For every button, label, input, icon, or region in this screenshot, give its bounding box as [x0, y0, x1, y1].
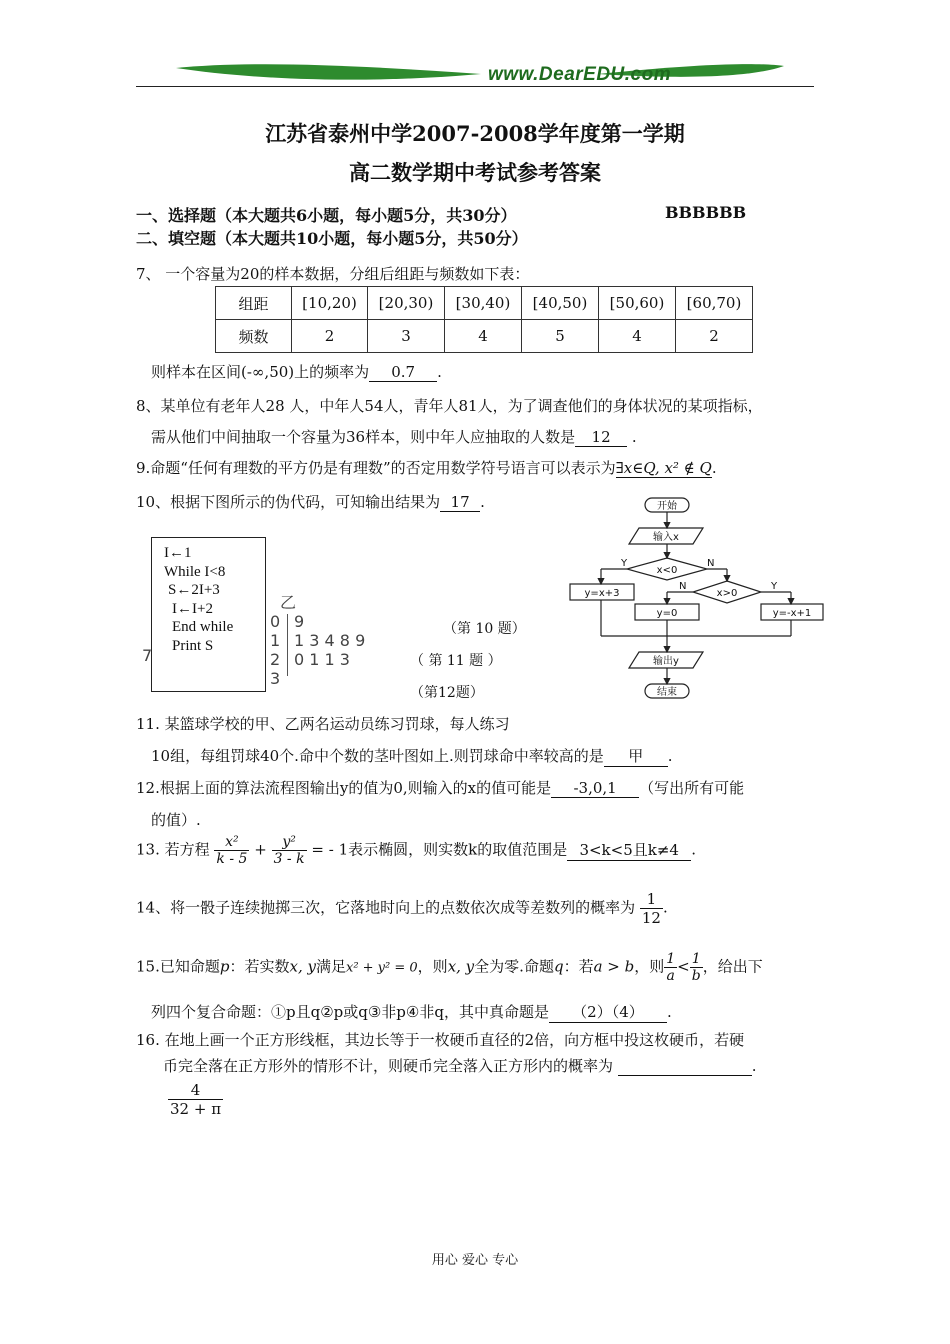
flow-cond2-label: x>0	[716, 588, 738, 599]
q15-text: ：若实数	[229, 957, 290, 976]
q15-xy: x, y	[447, 957, 475, 976]
flow-yes-label: Y	[621, 558, 628, 569]
q8-answer: 12	[575, 428, 627, 447]
q15-text: 列四个复合命题：①p且q②p或q③非p④非q，其中真命题是	[151, 1003, 549, 1021]
table-cell: 2	[676, 320, 753, 353]
frac-num: 1	[690, 951, 703, 968]
table-cell: 5	[522, 320, 599, 353]
frac-den: b	[691, 968, 701, 984]
flow-cond1-label: x<0	[656, 565, 678, 576]
q15-text: ，给出下	[702, 957, 763, 976]
flow-output-label: 输出y	[653, 656, 679, 667]
page-footer: 用心 爱心 专心	[431, 1253, 519, 1268]
frac-den: 12	[641, 909, 661, 927]
q16-line2: 币完全落在正方形外的情形不计，则硬币完全落入正方形内的概率为 .	[163, 1057, 757, 1075]
q9-answer: ∃x∈Q, x² ∉ Q	[615, 459, 712, 477]
q12-line1	[136, 777, 744, 798]
table-cell: 组距	[216, 287, 292, 320]
table-cell: [50,60)	[599, 287, 676, 320]
q16-text: 币完全落在正方形外的情形不计，则硬币完全落入正方形内的概率为	[163, 1057, 614, 1075]
q15-cond: x² + y² = 0	[345, 960, 418, 976]
flow-input-label: 输入x	[653, 532, 679, 543]
q11-line1: 11. 某篮球学校的甲、乙两名运动员练习罚球，每人练习	[136, 715, 510, 733]
q15-p: p	[219, 957, 230, 976]
flow-no-label: N	[707, 558, 715, 569]
q7-answer-mid: 上的频率为	[294, 363, 370, 381]
q15-text: ，则	[417, 957, 448, 976]
stemleaf-divider	[287, 614, 288, 676]
caption-q12: （第12题）	[410, 685, 484, 701]
q15-lt: <	[677, 957, 690, 976]
table-cell: 3	[368, 320, 445, 353]
q8-text: 需从他们中间抽取一个容量为36样本，则中年人应抽取的人数是	[151, 428, 576, 446]
q13-answer: 3<k<5且k≠4	[567, 839, 691, 861]
caption-q10: （第 10 题）	[443, 621, 526, 637]
frac-den: k - 5	[216, 851, 248, 867]
table-cell: 频数	[216, 320, 292, 353]
leaf-values: 9	[294, 612, 305, 631]
q12-tail: （写出所有可能	[639, 779, 745, 797]
q9-line: 9.命题“任何有理数的平方仍是有理数”的否定用数学符号语言可以表示为∃x∈Q, x² ∉ Q.	[136, 459, 717, 477]
q14-answer	[640, 890, 663, 927]
q15-line2: 列四个复合命题：①p且q②p或q③非p④非q，其中真命题是 （2）（4） .	[151, 1003, 672, 1021]
q7-answer-pre: 则样本在区间	[151, 363, 242, 381]
frequency-table	[215, 286, 753, 353]
q12-text: 12.根据上面的算法流程图输出y的值为0,则输入的x的值可能是	[136, 779, 552, 797]
q16-line1: 16. 在地上画一个正方形线框，其边长等于一枚硬币直径的2倍，向方框中投这枚硬币，若硬	[136, 1031, 745, 1049]
section2-label: 二、填空题（本大题共10小题，每小题5分，共50分）	[136, 229, 528, 248]
leaf-values: 1 3 4 8 9	[294, 631, 366, 650]
q16-answer	[168, 1081, 223, 1118]
code-line: End while	[172, 619, 234, 635]
q8-line2: 需从他们中间抽取一个容量为36样本，则中年人应抽取的人数是 12 .	[151, 428, 637, 446]
q7-interval: (-∞,50)	[241, 363, 295, 381]
flow-branch2-label: y=0	[656, 608, 678, 619]
table-row	[216, 320, 753, 353]
table-row	[216, 287, 753, 320]
table-cell: [20,30)	[368, 287, 445, 320]
q13-frac2	[272, 834, 307, 867]
q15-text: 满足	[315, 957, 346, 976]
logo-text: www.DearEDU.com	[488, 64, 672, 85]
frac-den: 32 + π	[170, 1100, 222, 1118]
q15-q: q	[553, 957, 564, 976]
stemleaf-stems	[270, 612, 280, 688]
stem-value: 2	[270, 650, 281, 669]
frac-num: 4	[168, 1081, 223, 1100]
q11-text: 10组，每组罚球40个.命中个数的茎叶图如上.则罚球命中率较高的是	[151, 747, 604, 765]
code-line: Print S	[172, 637, 214, 654]
table-cell: [40,50)	[522, 287, 599, 320]
q7-answer-line: 则样本在区间(-∞,50)上的频率为 0.7 .	[151, 363, 442, 381]
header-rule	[136, 86, 814, 87]
code-line: While I<8	[164, 563, 226, 580]
stem-value: 0	[270, 612, 281, 631]
stemleaf-head-right: 乙	[280, 593, 297, 612]
frac-num: y²	[272, 834, 307, 851]
table-cell: [30,40)	[445, 287, 522, 320]
q15-line1	[136, 951, 763, 984]
q15-ab: a > b	[593, 957, 635, 976]
q15-text: ，则	[634, 957, 665, 976]
code-line: S←2I+3	[168, 582, 220, 598]
frac-num: 1	[666, 951, 676, 967]
stem-value: 1	[270, 631, 281, 650]
q13-line: 13. 若方程 $\frac{\text{x²}}{k - 5}$ + $\frac{\text{y²}}{3 - k}$ = - 1表示椭圆，则实数k的取值范围是 3<k<5且k≠4 .	[136, 834, 696, 867]
q15-text: 15.已知命题	[136, 957, 220, 976]
frac-den: 3 - k	[273, 851, 305, 867]
flow-yes-label-2: Y	[771, 581, 778, 592]
code-line: I←1	[164, 545, 192, 561]
page-title: 江苏省泰州中学2007-2008学年度第一学期	[265, 121, 685, 146]
q13-eq: = - 1	[311, 840, 349, 859]
flowchart	[565, 494, 830, 706]
stemleaf-left-leaf: 7	[142, 646, 153, 665]
flow-no-label-2: N	[679, 581, 687, 592]
stemleaf-right-leaves	[294, 612, 365, 669]
q14-text: 14、将一骰子连续抛掷三次，它落地时向上的点数依次成等差数列的概率为	[136, 898, 636, 917]
flow-end-label: 结束	[657, 687, 677, 698]
pseudo-code-box	[151, 537, 266, 692]
q15-answer: （2）（4）	[549, 1001, 667, 1023]
q10-text: 10、根据下图所示的伪代码，可知输出结果为	[136, 493, 441, 511]
q12-answer: -3,0,1	[551, 779, 639, 798]
table-cell: [10,20)	[292, 287, 368, 320]
q13-mid: 表示椭圆，则实数k的取值范围是	[348, 840, 568, 859]
q15-text: 全为零.命题	[474, 957, 554, 976]
section1-label: 一、选择题（本大题共6小题，每小题5分，共30分）	[136, 206, 517, 225]
flow-branch3-label: y=-x+1	[772, 608, 812, 619]
frac-num: 1	[640, 890, 663, 909]
table-cell: 2	[292, 320, 368, 353]
q12-line2: 的值）.	[151, 811, 201, 829]
q8-line1: 8、某单位有老年人28 人，中年人54人，青年人81人，为了调查他们的身体状况的某项指标，	[136, 397, 763, 415]
q15-xy: x, y	[289, 957, 316, 976]
q15-frac1	[664, 951, 677, 984]
q7-text: 7、 一个容量为20的样本数据，分组后组距与频数如下表：	[136, 265, 530, 283]
table-cell: 4	[599, 320, 676, 353]
leaf-values: 0 1 1 3	[294, 650, 350, 669]
q10-answer: 17	[440, 493, 480, 512]
q7-answer: 0.7	[369, 363, 437, 382]
q15-frac2	[690, 951, 703, 984]
q14-line: 14、将一骰子连续抛掷三次，它落地时向上的点数依次成等差数列的概率为 $\frac{1}{12}$ .	[136, 890, 668, 927]
table-cell: [60,70)	[676, 287, 753, 320]
code-line: I←I+2	[172, 600, 213, 617]
flow-branch1-label: y=x+3	[584, 588, 620, 599]
q9-text: 9.命题“任何有理数的平方仍是有理数”的否定用数学符号语言可以表示为	[136, 459, 616, 477]
caption-q11: （ 第 11 题 ）	[410, 653, 502, 669]
q11-line2: 10组，每组罚球40个.命中个数的茎叶图如上.则罚球命中率较高的是 甲 .	[151, 747, 673, 765]
q13-plus: +	[254, 840, 267, 859]
stem-value: 3	[270, 669, 281, 688]
q15-text: ：若	[563, 957, 594, 976]
table-cell: 4	[445, 320, 522, 353]
q11-answer: 甲	[604, 745, 668, 767]
flow-start-label: 开始	[657, 501, 677, 512]
q13-frac1	[214, 834, 249, 867]
section1-answers: BBBBBB	[665, 203, 747, 222]
page-subtitle: 高二数学期中考试参考答案	[349, 160, 601, 185]
q10-line: 10、根据下图所示的伪代码，可知输出结果为 17 .	[136, 493, 485, 511]
frac-num: x²	[214, 834, 249, 851]
q13-pre: 13. 若方程	[136, 840, 210, 859]
frac-den: a	[666, 968, 675, 984]
